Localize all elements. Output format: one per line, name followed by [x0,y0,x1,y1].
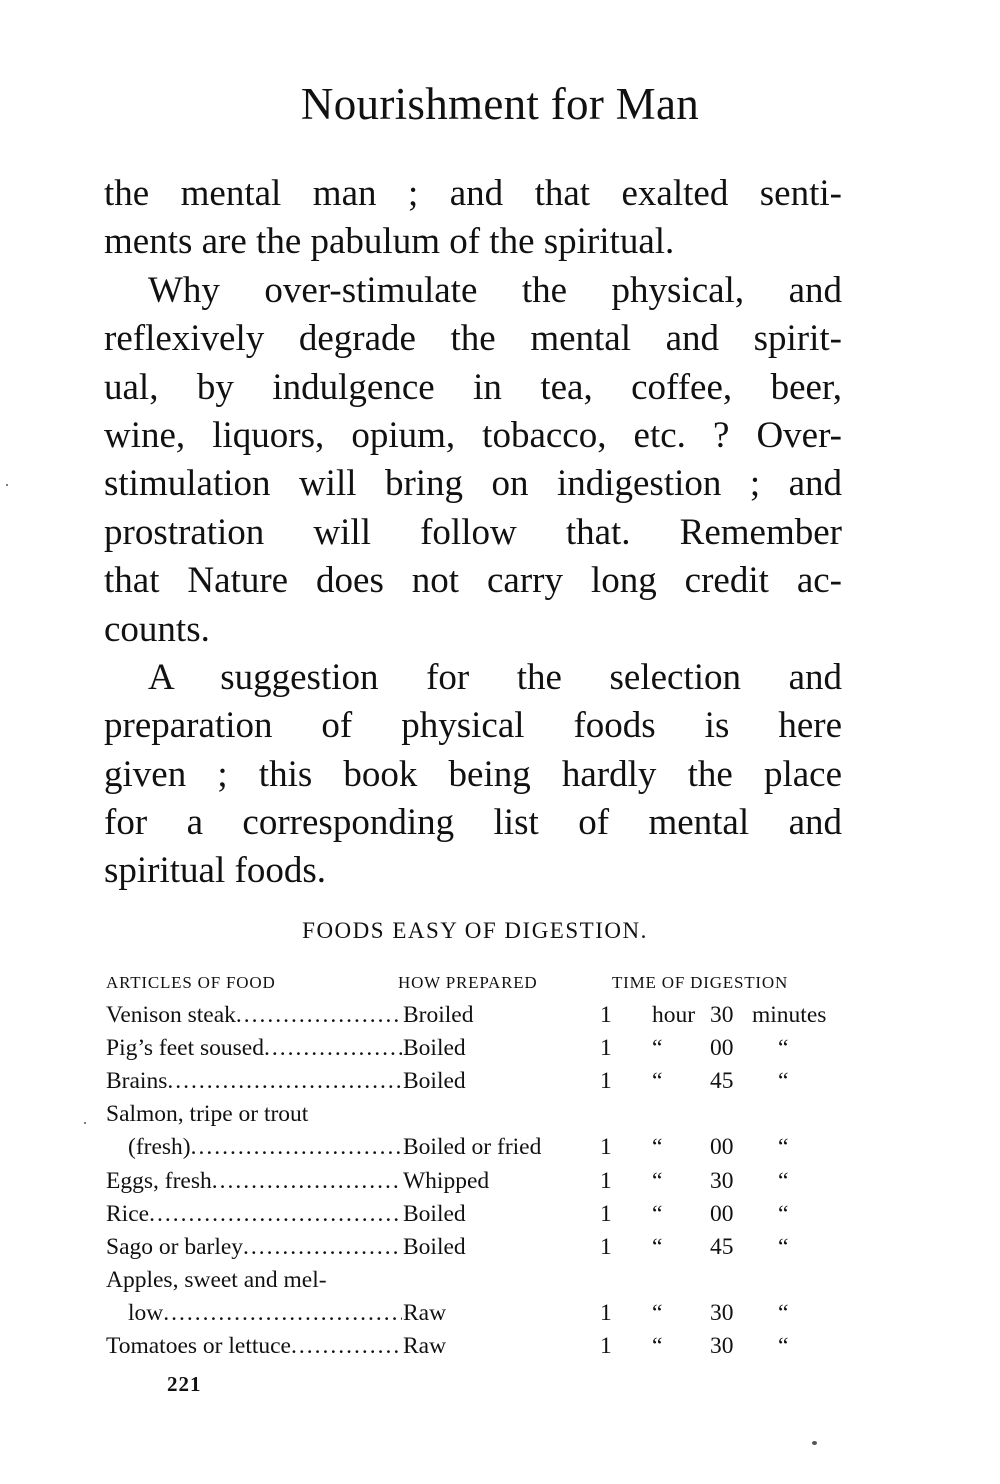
time-hours: 1 [600,1068,612,1095]
dot-leader [191,1131,402,1164]
running-head: Nourishment for Man [300,79,700,129]
text-line: stimulation will bring on indigestion ; and [104,463,842,505]
text-line: prostration will follow that. Remember [104,511,842,553]
time-minutes: 45 [710,1068,734,1095]
text-line: Why over-stimulate the physical, and [148,269,842,311]
table-row [106,1165,851,1198]
preparation: Raw [403,1299,447,1326]
time-hours: 1 [600,1035,612,1062]
time-unit-hours: “ [652,1068,663,1095]
dot-leader [243,1231,402,1264]
text-line: preparation of physical foods is here [104,705,842,747]
text-line: A suggestion for the selection and [148,656,842,698]
time-unit-hours: “ [652,1333,663,1360]
time-unit-hours: “ [652,1167,663,1194]
column-header-time: TIME OF DIGESTION [612,973,789,992]
time-unit-minutes: “ [778,1035,789,1062]
time-hours: 1 [600,1299,612,1326]
text-line: ments are the pabulum of the spiritual. [104,221,675,263]
dot-leader [212,1165,402,1198]
table-row [106,1032,851,1065]
table-row [106,1264,851,1297]
food-name: Apples, sweet and mel- [106,1266,327,1293]
time-hours: 1 [600,1167,612,1194]
text-line: for a corresponding list of mental and [104,802,842,844]
scan-speck [812,1441,817,1445]
time-hours: 1 [600,1200,612,1227]
time-unit-hours: “ [652,1200,663,1227]
text-line: spiritual foods. [104,850,326,892]
preparation: Broiled [403,1002,474,1029]
time-unit-minutes: “ [778,1299,789,1326]
time-unit-hours: “ [652,1299,663,1326]
table-header-row [106,966,851,999]
time-unit-minutes: minutes [752,1002,827,1029]
table-row [106,1065,851,1098]
table-row [106,1297,851,1330]
time-unit-minutes: “ [778,1200,789,1227]
text-line: given ; this book being hardly the place [104,753,842,795]
dot-leader [236,999,402,1032]
time-hours: 1 [600,1134,612,1161]
food-name: Brains [106,1068,168,1095]
time-minutes: 30 [710,1299,734,1326]
table-row [106,1131,851,1164]
table-row [106,1330,851,1363]
preparation: Boiled [403,1035,466,1062]
food-name: Eggs, fresh [106,1167,212,1194]
table-row [106,1231,851,1264]
preparation: Boiled [403,1068,466,1095]
time-minutes: 30 [710,1167,734,1194]
time-unit-hours: hour [652,1002,696,1029]
preparation: Raw [403,1333,447,1360]
digestion-table [106,966,851,1363]
food-name: Tomatoes or lettuce [106,1333,291,1360]
scan-speck [84,1122,86,1124]
text-line: counts. [104,608,210,650]
preparation: Boiled [403,1233,466,1260]
text-line: ual, by indulgence in tea, coffee, beer, [104,366,842,408]
dot-leader [149,1198,402,1231]
time-unit-minutes: “ [778,1068,789,1095]
time-minutes: 00 [710,1200,734,1227]
time-unit-hours: “ [652,1035,663,1062]
column-header-prepared: HOW PREPARED [398,973,538,992]
table-row [106,1198,851,1231]
time-minutes: 30 [710,1333,734,1360]
time-minutes: 00 [710,1134,734,1161]
text-line: the mental man ; and that exalted senti- [104,173,842,214]
time-minutes: 45 [710,1233,734,1260]
time-unit-minutes: “ [778,1233,789,1260]
dot-leader [291,1330,402,1363]
time-unit-minutes: “ [778,1167,789,1194]
preparation: Whipped [403,1167,490,1194]
text-line: that Nature does not carry long credit ac- [104,560,842,602]
text-line: reflexively degrade the mental and spirit- [104,318,842,360]
time-unit-hours: “ [652,1233,663,1260]
time-hours: 1 [600,1333,612,1360]
time-unit-minutes: “ [778,1134,789,1161]
food-name: (fresh) [128,1134,191,1161]
table-title: FOODS EASY OF DIGESTION. [302,918,648,943]
time-hours: 1 [600,1002,612,1029]
column-header-food: ARTICLES OF FOOD [106,973,276,992]
table-row [106,1098,851,1131]
dot-leader [264,1032,402,1065]
table-row [106,999,851,1032]
food-name: low [128,1299,164,1326]
dot-leader [163,1297,402,1330]
time-unit-hours: “ [652,1134,663,1161]
preparation: Boiled or fried [403,1134,542,1161]
preparation: Boiled [403,1200,466,1227]
page-number: 221 [167,1372,202,1396]
scan-speck [6,484,8,486]
dot-leader [167,1065,402,1098]
food-name: Venison steak [106,1002,236,1029]
text-line: wine, liquors, opium, tobacco, etc. ? Over- [104,414,842,456]
food-name: Salmon, tripe or trout [106,1101,309,1128]
time-minutes: 00 [710,1035,734,1062]
time-minutes: 30 [710,1002,734,1029]
time-unit-minutes: “ [778,1333,789,1360]
food-name: Pig’s feet soused [106,1035,264,1062]
time-hours: 1 [600,1233,612,1260]
food-name: Rice [106,1200,150,1227]
body-text [104,170,842,896]
food-name: Sago or barley [106,1233,244,1260]
